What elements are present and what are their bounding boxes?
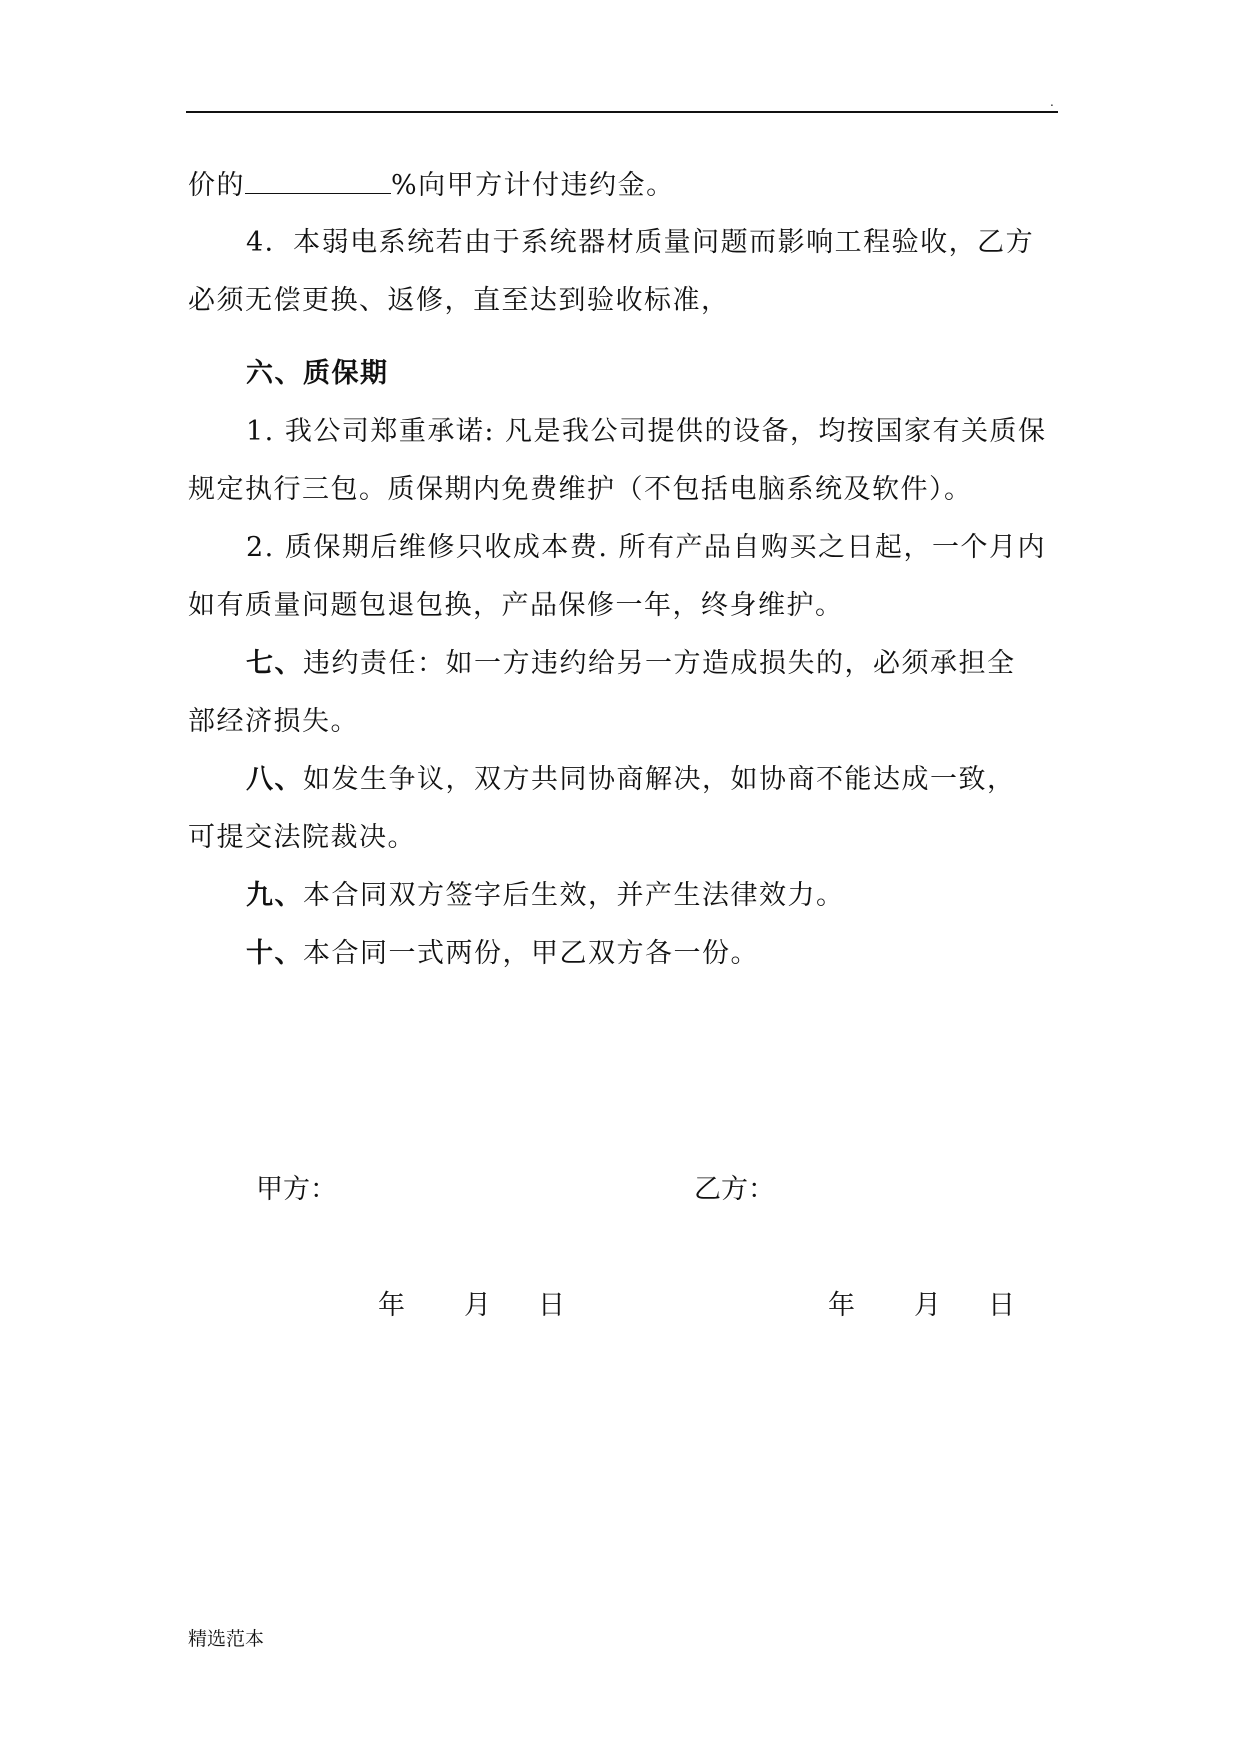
section-9-heading: 九、 <box>246 880 303 911</box>
section-10-text: 本合同一式两份，甲乙双方各一份。 <box>303 938 759 969</box>
clause-4-line-2: 必须无偿更换、返修，直至达到验收标准， <box>188 285 730 316</box>
section-6-title <box>246 358 389 390</box>
footer-text: 精选范本 <box>188 1628 265 1650</box>
party-b-label: 乙方： <box>694 1174 775 1205</box>
section-8-line-2: 可提交法院裁决。 <box>188 822 416 853</box>
section-7-line-2: 部经济损失。 <box>188 706 359 737</box>
header-rule <box>186 111 1058 113</box>
section-7-line-1 <box>246 648 1016 680</box>
party-a-label: 甲方： <box>256 1174 337 1205</box>
section-9-line <box>246 880 845 912</box>
party-a-year: 年 <box>378 1290 405 1321</box>
warranty-item-1-line-1: 1. 我公司郑重承诺: 凡是我公司提供的设备，均按国家有关质保 <box>246 416 1047 447</box>
section-10-line <box>246 938 759 970</box>
party-b-day: 日 <box>988 1290 1015 1321</box>
warranty-item-2-line-1: 2. 质保期后维修只收成本费. 所有产品自购买之日起，一个月内 <box>246 532 1047 563</box>
party-a-day: 日 <box>538 1290 565 1321</box>
clause-4-line-1: 4．本弱电系统若由于系统器材质量问题而影响工程验收，乙方 <box>246 227 1035 258</box>
penalty-rate-suffix: %向甲方计付违约金。 <box>391 170 675 201</box>
section-7-heading: 七、 <box>246 648 303 679</box>
section-8-heading: 八、 <box>246 764 303 795</box>
section-8-text: 如发生争议，双方共同协商解决，如协商不能达成一致， <box>303 764 1016 795</box>
header-dot: . <box>1050 95 1054 109</box>
warranty-item-1-line-2: 规定执行三包。质保期内免费维护（不包括电脑系统及软件）。 <box>188 474 973 505</box>
section-10-heading: 十、 <box>246 938 303 969</box>
section-8-line-1 <box>246 764 1016 796</box>
penalty-rate-prefix: 价的 <box>188 170 245 201</box>
party-b-year: 年 <box>828 1290 855 1321</box>
section-7-text: 违约责任：如一方违约给另一方造成损失的，必须承担全 <box>303 648 1016 679</box>
warranty-item-2-line-2: 如有质量问题包退包换，产品保修一年，终身维护。 <box>188 590 844 621</box>
section-9-text: 本合同双方签字后生效，并产生法律效力。 <box>303 880 845 911</box>
penalty-rate-blank <box>245 169 391 194</box>
section-6-title-text: 六、质保期 <box>246 358 389 389</box>
party-a-month: 月 <box>464 1290 491 1321</box>
penalty-rate-line <box>188 169 675 202</box>
party-b-month: 月 <box>914 1290 941 1321</box>
